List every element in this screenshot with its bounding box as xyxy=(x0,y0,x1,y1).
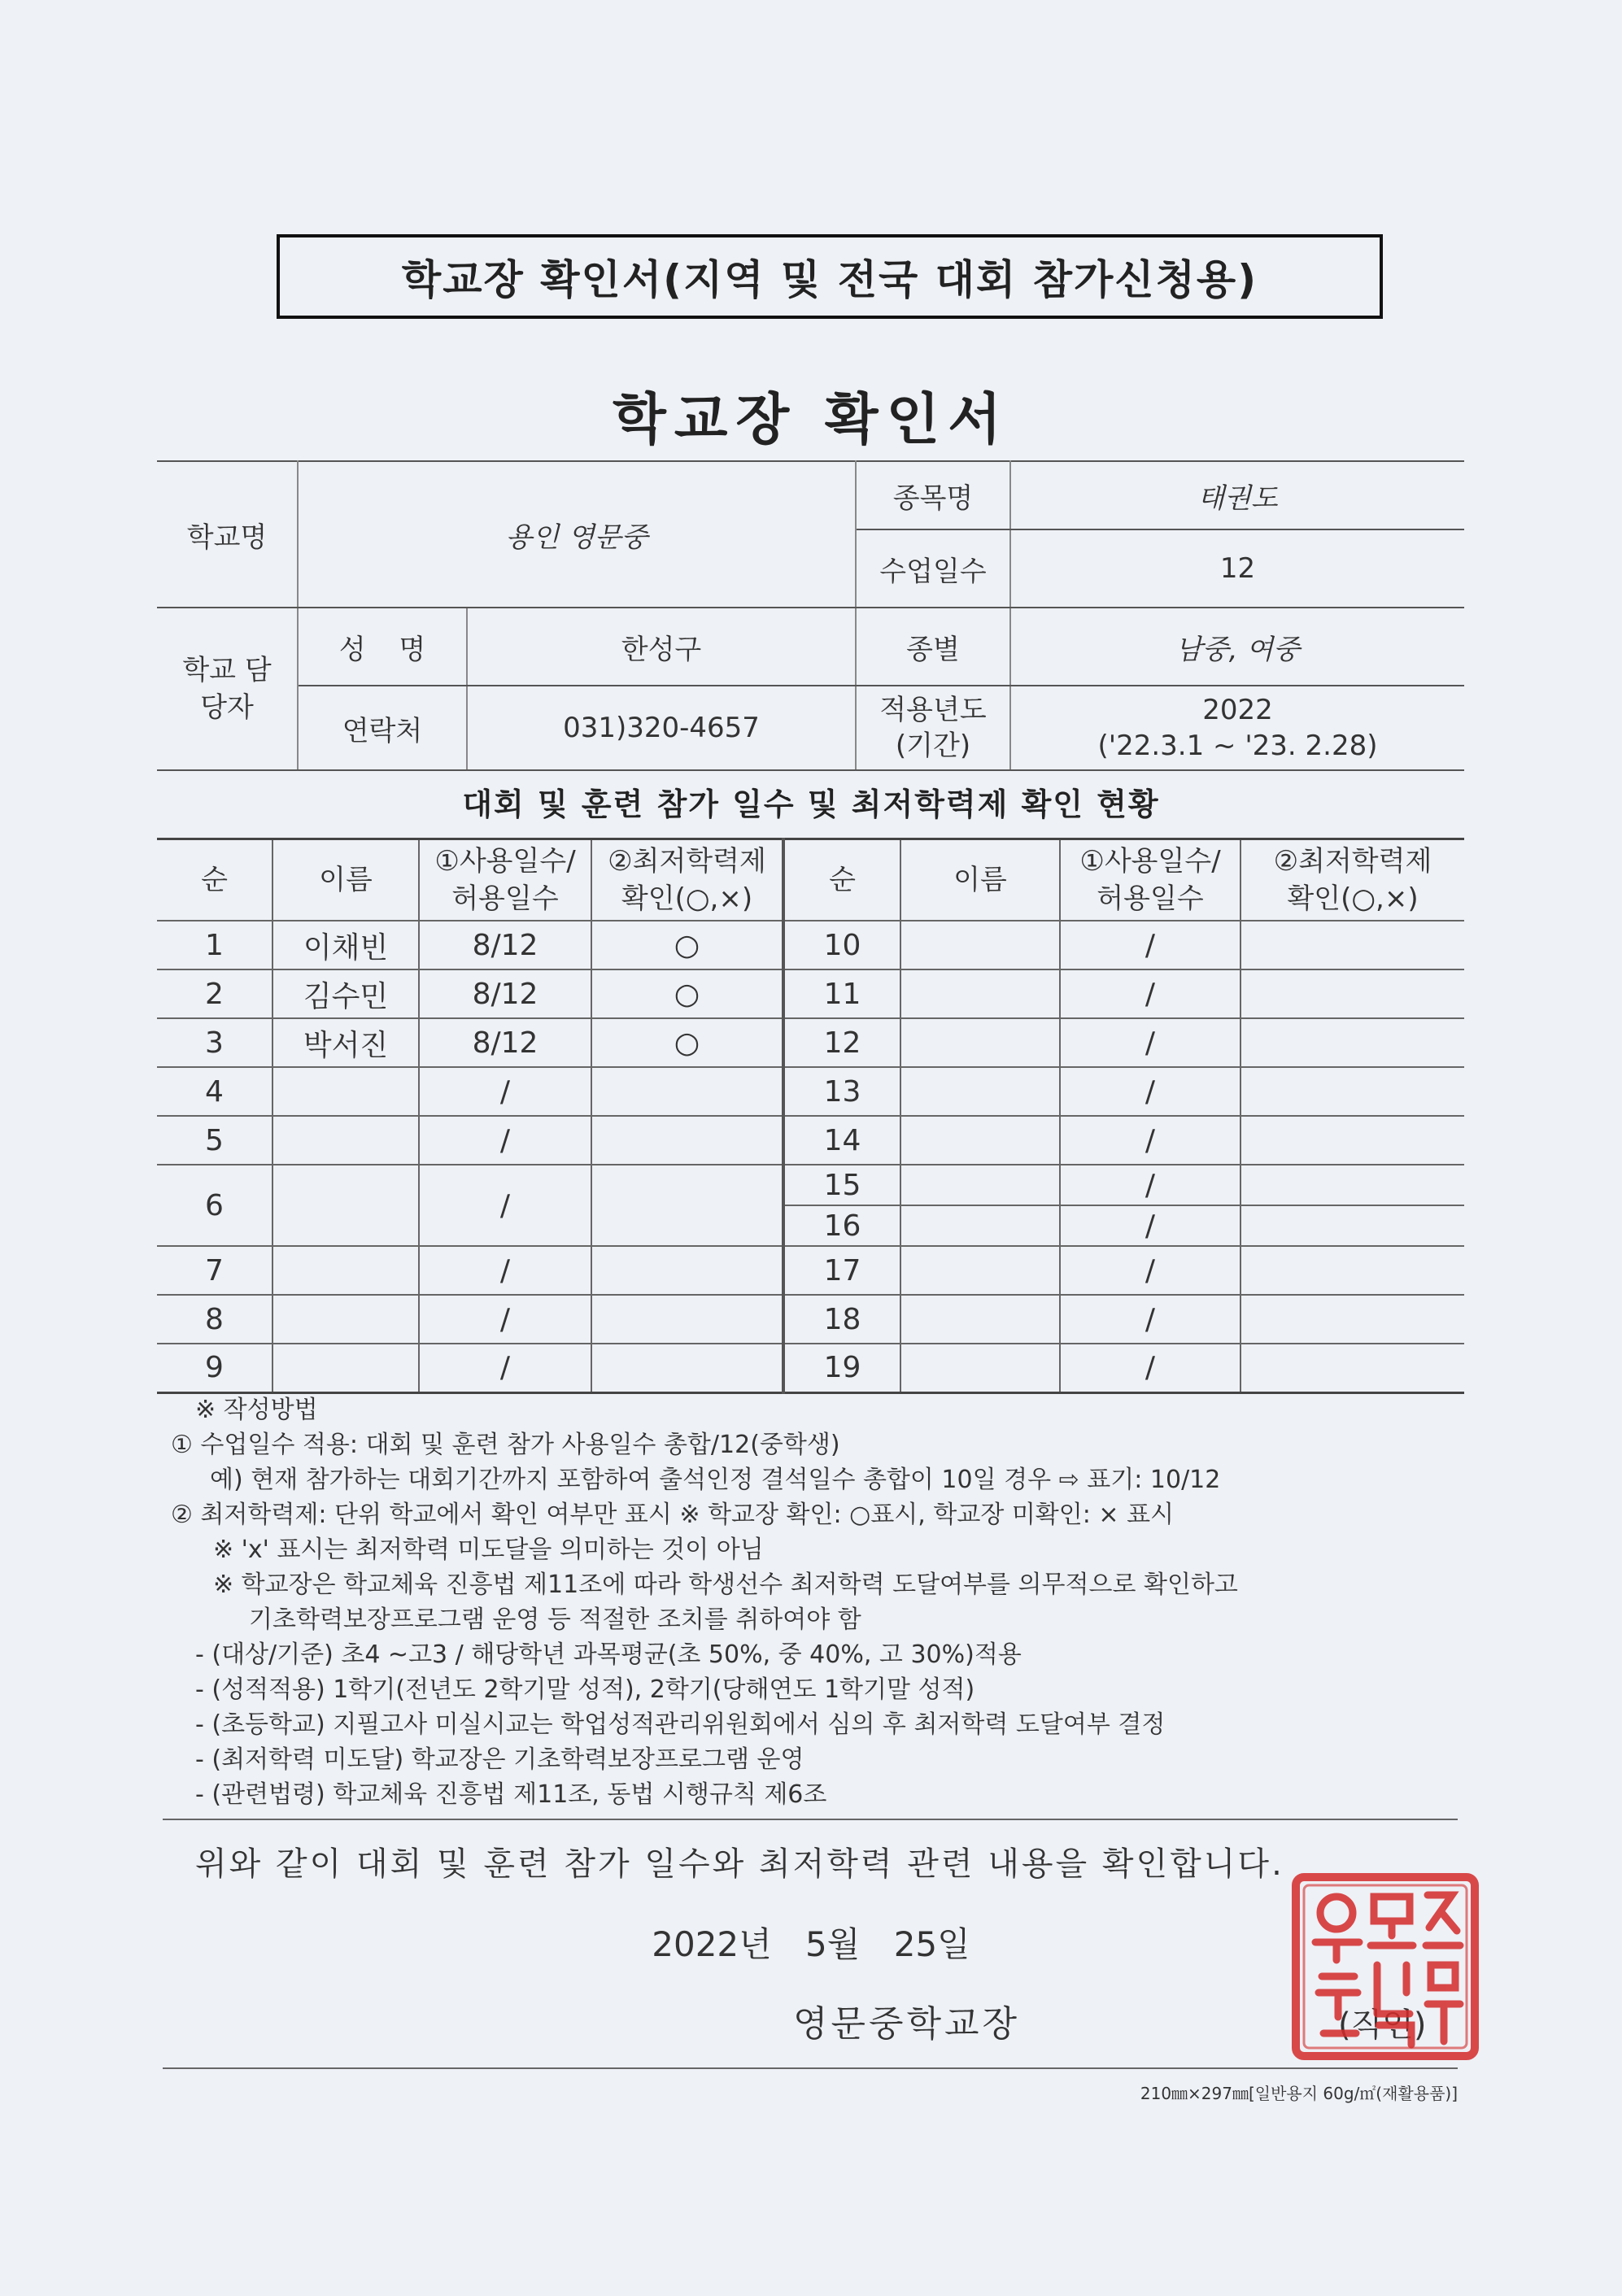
row-no-right: 18 xyxy=(783,1295,900,1344)
row-no-right: 13 xyxy=(783,1067,900,1116)
contact-value: 031)320-4657 xyxy=(467,686,856,770)
period-year: 2022 xyxy=(1202,694,1273,726)
principal-title: 영문중학교장 xyxy=(793,2003,1021,2045)
sport-label: 종목명 xyxy=(856,461,1010,529)
header-no-right: 순 xyxy=(783,839,900,921)
row-days-right: / xyxy=(1060,1018,1240,1067)
row-no-right: 11 xyxy=(783,969,900,1018)
row-check-right xyxy=(1240,1295,1464,1344)
row-check-right xyxy=(1240,1205,1464,1246)
row-days: / xyxy=(419,1116,591,1165)
header-used-days-right-line1: ①사용일수/ xyxy=(1079,845,1221,878)
row-no-right: 14 xyxy=(783,1116,900,1165)
row-name-right xyxy=(900,1165,1060,1205)
row-check-right xyxy=(1240,1344,1464,1392)
row-check-right xyxy=(1240,1165,1464,1205)
note-x-meaning: ※ 'x' 표시는 최저학력 미도달을 의미하는 것이 아님 xyxy=(213,1536,764,1564)
period-label xyxy=(856,686,1010,770)
note-principal-duty: ※ 학교장은 학교체육 진흥법 제11조에 따라 학생선수 최저학력 도달여부를 의무적으로 확인하고 xyxy=(213,1571,1238,1599)
divider-bottom xyxy=(163,2067,1458,2069)
page-title: 학교장 확인서 xyxy=(613,388,1009,452)
header-check-right xyxy=(1240,839,1464,921)
table-row xyxy=(157,1165,1464,1205)
header-name: 이름 xyxy=(273,839,419,921)
header-check-line1: ②최저학력제 xyxy=(608,845,766,878)
row-no: 8 xyxy=(157,1295,273,1344)
row-check-right xyxy=(1240,1116,1464,1165)
row-days: 8/12 xyxy=(419,969,591,1018)
row-check-right xyxy=(1240,969,1464,1018)
school-name-label: 학교명 xyxy=(157,461,298,608)
row-check: ○ xyxy=(591,921,783,969)
period-value xyxy=(1010,686,1464,770)
contact-label: 연락처 xyxy=(298,686,467,770)
row-check-right xyxy=(1240,921,1464,969)
row-check: ○ xyxy=(591,1018,783,1067)
form-type-title: 학교장 확인서(지역 및 전국 대회 참가신청용) xyxy=(401,256,1258,303)
table-row xyxy=(157,1295,1464,1344)
row-name-right xyxy=(900,1344,1060,1392)
row-no: 6 xyxy=(157,1165,273,1246)
note-min-academic: ② 최저학력제: 단위 학교에서 확인 여부만 표시 ※ 학교장 확인: ○표시, 학교장 미확인: × 표시 xyxy=(171,1501,1175,1529)
row-check xyxy=(591,1067,783,1116)
row-days-right: / xyxy=(1060,1116,1240,1165)
row-check-right xyxy=(1240,1246,1464,1295)
row-name: 이채빈 xyxy=(273,921,419,969)
row-no-right: 16 xyxy=(783,1205,900,1246)
row-no-right: 12 xyxy=(783,1018,900,1067)
row-name-right xyxy=(900,1116,1060,1165)
manager-label: 학교 담당자 xyxy=(157,608,298,770)
row-check xyxy=(591,1165,783,1246)
row-no-right: 19 xyxy=(783,1344,900,1392)
row-name-right xyxy=(900,1067,1060,1116)
row-days: / xyxy=(419,1295,591,1344)
table-header-row xyxy=(157,839,1464,921)
table-row xyxy=(157,1018,1464,1067)
table-row xyxy=(157,1246,1464,1295)
participation-status-table xyxy=(157,838,1464,1394)
period-label-line2: (기간) xyxy=(895,730,971,762)
row-check xyxy=(591,1344,783,1392)
school-name-value: 용인 영문중 xyxy=(298,461,856,608)
header-name-right: 이름 xyxy=(900,839,1060,921)
note-target: - (대상/기준) 초4 ~고3 / 해당학년 과목평균(초 50%, 중 40%, 고 30%)적용 xyxy=(195,1640,1022,1669)
row-name-right xyxy=(900,1246,1060,1295)
header-used-days-right-line2: 허용일수 xyxy=(1097,882,1204,915)
row-days-right: / xyxy=(1060,1344,1240,1392)
row-no: 7 xyxy=(157,1246,273,1295)
row-days: / xyxy=(419,1165,591,1246)
table-row xyxy=(157,1116,1464,1165)
row-name xyxy=(273,1165,419,1246)
row-no: 5 xyxy=(157,1116,273,1165)
row-name xyxy=(273,1295,419,1344)
row-check-right xyxy=(1240,1067,1464,1116)
row-days-right: / xyxy=(1060,1165,1240,1205)
row-no-right: 15 xyxy=(783,1165,900,1205)
row-no: 1 xyxy=(157,921,273,969)
status-title: 대회 및 훈련 참가 일수 및 최저학력제 확인 현황 xyxy=(462,786,1160,822)
notes-heading: ※ 작성방법 xyxy=(195,1396,318,1424)
period-range: ('22.3.1 ~ '23. 2.28) xyxy=(1097,730,1378,762)
official-seal-stamp-icon xyxy=(1289,1871,1481,2063)
row-check xyxy=(591,1295,783,1344)
school-info-table xyxy=(157,460,1464,771)
table-row xyxy=(157,1344,1464,1392)
category-label: 종별 xyxy=(856,608,1010,686)
note-elementary: - (초등학교) 지필고사 미실시교는 학업성적관리위원회에서 심의 후 최저학력 도달여부 결정 xyxy=(195,1710,1166,1739)
row-days-right: / xyxy=(1060,1067,1240,1116)
row-days: / xyxy=(419,1246,591,1295)
row-name-right xyxy=(900,1205,1060,1246)
note-grades: - (성적적용) 1학기(전년도 2학기말 성적), 2학기(당해연도 1학기말 성적) xyxy=(195,1675,975,1704)
row-no-right: 17 xyxy=(783,1246,900,1295)
row-name-right xyxy=(900,1295,1060,1344)
table-row xyxy=(157,1067,1464,1116)
row-name-right xyxy=(900,921,1060,969)
header-check xyxy=(591,839,783,921)
row-name xyxy=(273,1116,419,1165)
paper-spec: 210㎜×297㎜[일반용지 60g/㎡(재활용품)] xyxy=(1140,2084,1458,2103)
row-days: / xyxy=(419,1344,591,1392)
row-days-right: / xyxy=(1060,1246,1240,1295)
note-principal-duty-cont: 기초학력보장프로그램 운영 등 적절한 조치를 취하여야 함 xyxy=(249,1605,861,1634)
header-check-line2: 확인(○,×) xyxy=(621,882,753,915)
header-no: 순 xyxy=(157,839,273,921)
row-no: 3 xyxy=(157,1018,273,1067)
header-used-days-right xyxy=(1060,839,1240,921)
row-check xyxy=(591,1116,783,1165)
row-name xyxy=(273,1067,419,1116)
row-check xyxy=(591,1246,783,1295)
person-name-label: 성 명 xyxy=(298,608,467,686)
note-class-days: ① 수업일수 적용: 대회 및 훈련 참가 사용일수 총합/12(중학생) xyxy=(171,1431,840,1459)
note-class-days-example: 예) 현재 참가하는 대회기간까지 포함하여 출석인정 결석일수 총합이 10일 경우 ⇨ 표기: 10/12 xyxy=(210,1466,1221,1494)
header-check-right-line2: 확인(○,×) xyxy=(1287,882,1419,915)
row-name-right xyxy=(900,969,1060,1018)
class-days-value: 12 xyxy=(1010,529,1464,608)
issue-date: 2022년 5월 25일 xyxy=(652,1924,970,1964)
row-days-right: / xyxy=(1060,1295,1240,1344)
row-days-right: / xyxy=(1060,921,1240,969)
row-no: 4 xyxy=(157,1067,273,1116)
header-used-days xyxy=(419,839,591,921)
row-no-right: 10 xyxy=(783,921,900,969)
note-law: - (관련법령) 학교체육 진흥법 제11조, 동법 시행규칙 제6조 xyxy=(195,1780,827,1809)
category-value: 남중, 여중 xyxy=(1010,608,1464,686)
row-days-right: / xyxy=(1060,1205,1240,1246)
form-type-box xyxy=(277,234,1383,319)
row-no: 2 xyxy=(157,969,273,1018)
period-label-line1: 적용년도 xyxy=(879,694,987,726)
row-check-right xyxy=(1240,1018,1464,1067)
row-name xyxy=(273,1246,419,1295)
row-name: 김수민 xyxy=(273,969,419,1018)
seal-label: (직인) xyxy=(1338,2006,1427,2044)
row-name-right xyxy=(900,1018,1060,1067)
row-days-right: / xyxy=(1060,969,1240,1018)
sport-value: 태권도 xyxy=(1010,461,1464,529)
header-used-days-line2: 허용일수 xyxy=(451,882,559,915)
row-no: 9 xyxy=(157,1344,273,1392)
table-row xyxy=(157,969,1464,1018)
header-used-days-line1: ①사용일수/ xyxy=(434,845,576,878)
row-name xyxy=(273,1344,419,1392)
header-check-right-line1: ②최저학력제 xyxy=(1273,845,1432,878)
divider-top xyxy=(163,1819,1458,1820)
note-below-min: - (최저학력 미도달) 학교장은 기초학력보장프로그램 운영 xyxy=(195,1745,804,1774)
row-days: 8/12 xyxy=(419,921,591,969)
table-row xyxy=(157,921,1464,969)
row-name: 박서진 xyxy=(273,1018,419,1067)
row-days: 8/12 xyxy=(419,1018,591,1067)
person-name-value: 한성구 xyxy=(467,608,856,686)
confirmation-statement: 위와 같이 대회 및 훈련 참가 일수와 최저학력 관련 내용을 확인합니다. xyxy=(195,1845,1284,1883)
class-days-label: 수업일수 xyxy=(856,529,1010,608)
writing-instructions xyxy=(171,1392,1464,1812)
row-check: ○ xyxy=(591,969,783,1018)
row-days: / xyxy=(419,1067,591,1116)
